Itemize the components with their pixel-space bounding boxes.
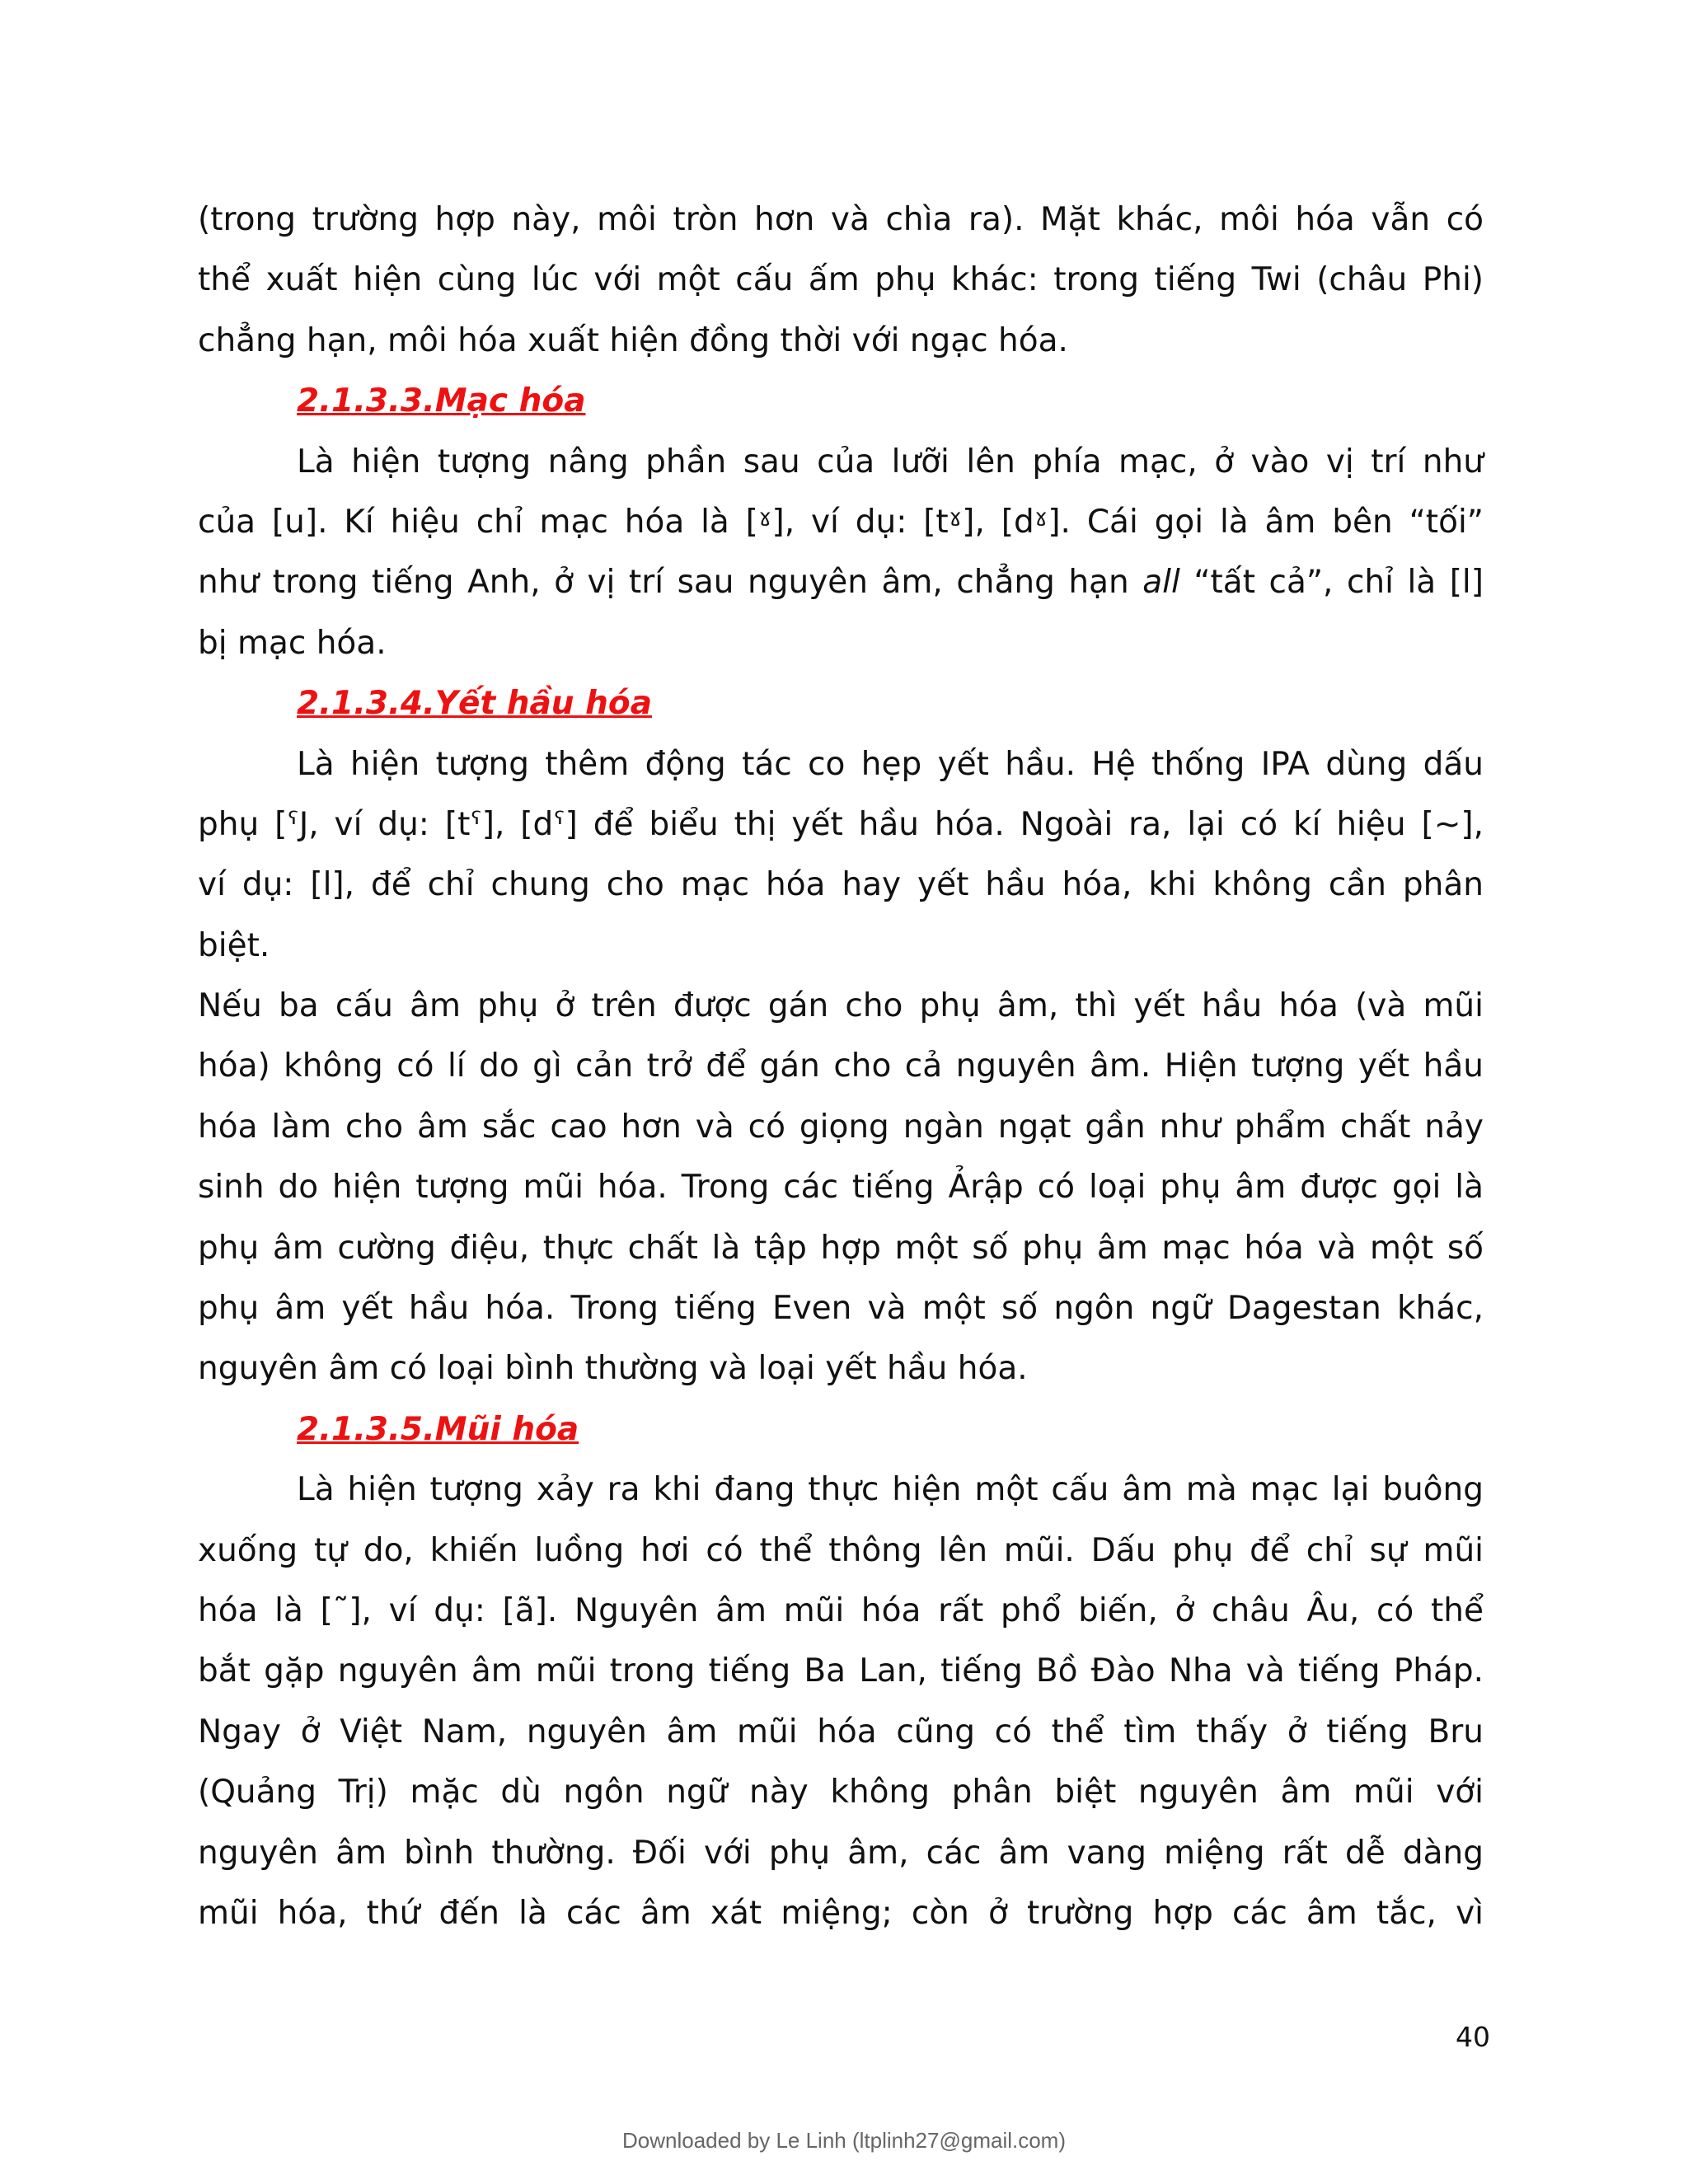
body-line: bị mạc hóa. <box>198 624 387 662</box>
body-line: hóa làm cho âm sắc cao hơn và có giọng ngàn ngạt gần như phẩm chất nảy <box>198 1108 1484 1146</box>
body-line: phụ âm cường điệu, thực chất là tập hợp một số phụ âm mạc hóa và một số <box>198 1229 1484 1267</box>
page-number: 40 <box>1456 2021 1490 2053</box>
body-line: sinh do hiện tượng mũi hóa. Trong các tiếng Ảrập có loại phụ âm được gọi là <box>198 1169 1484 1207</box>
body-line: phụ âm yết hầu hóa. Trong tiếng Even và một số ngôn ngữ Dagestan khác, <box>198 1290 1484 1328</box>
body-line: (Quảng Trị) mặc dù ngôn ngữ này không phân biệt nguyên âm mũi với <box>198 1774 1484 1811</box>
body-line: mũi hóa, thứ đến là các âm xát miệng; còn ở trường hợp các âm tắc, vì <box>198 1894 1484 1932</box>
body-line: ví dụ: [l], để chỉ chung cho mạc hóa hay yết hầu hóa, khi không cần phân <box>198 866 1484 904</box>
body-line: thể xuất hiện cùng lúc với một cấu ấm phụ khác: trong tiếng Twi (châu Phi) <box>198 261 1484 299</box>
body-line: bắt gặp nguyên âm mũi trong tiếng Ba Lan, tiếng Bồ Đào Nha và tiếng Pháp. <box>198 1652 1484 1690</box>
body-line: Là hiện tượng xảy ra khi đang thực hiện một cấu âm mà mạc lại buông <box>297 1471 1484 1509</box>
body-line <box>198 552 1484 612</box>
body-line: chẳng hạn, môi hóa xuất hiện đồng thời với ngạc hóa. <box>198 321 1068 359</box>
body-line: hóa là [˜], ví dụ: [ã]. Nguyên âm mũi hóa rất phổ biến, ở châu Âu, có thể <box>198 1591 1484 1629</box>
body-line: hóa) không có lí do gì cản trở để gán cho cả nguyên âm. Hiện tượng yết hầu <box>198 1047 1484 1085</box>
italic-example-word: all <box>1142 564 1180 602</box>
body-line: biệt. <box>198 926 270 964</box>
body-line: phụ [ˤJ, ví dụ: [tˤ], [dˤ] để biểu thị yết hầu hóa. Ngoài ra, lại có kí hiệu [~], <box>198 805 1484 843</box>
section-heading-yet-hau-hoa: 2.1.3.4.Yết hầu hóa <box>297 685 653 723</box>
body-line: (trong trường hợp này, môi tròn hơn và chìa ra). Mặt khác, môi hóa vẫn có <box>198 201 1484 238</box>
body-line-part: như trong tiếng Anh, ở vị trí sau nguyên âm, chẳng hạn <box>198 564 1129 602</box>
body-line: Là hiện tượng thêm động tác co hẹp yết hầu. Hệ thống IPA dùng dấu <box>297 745 1484 783</box>
body-line: xuống tự do, khiến luồng hơi có thể thông lên mũi. Dấu phụ để chỉ sự mũi <box>198 1531 1484 1569</box>
body-line: Ngay ở Việt Nam, nguyên âm mũi hóa cũng có thể tìm thấy ở tiếng Bru <box>198 1713 1484 1750</box>
body-line: nguyên âm bình thường. Đối với phụ âm, các âm vang miệng rất dễ dàng <box>198 1834 1484 1872</box>
section-heading-mac-hoa: 2.1.3.3.Mạc hóa <box>297 382 586 420</box>
section-heading-mui-hoa: 2.1.3.5.Mũi hóa <box>297 1410 579 1448</box>
page-body <box>198 190 1484 1943</box>
body-line: của [u]. Kí hiệu chỉ mạc hóa là [ˠ], ví dụ: [tˠ], [dˠ]. Cái gọi là âm bên “tối” <box>198 503 1484 541</box>
body-line: Nếu ba cấu âm phụ ở trên được gán cho phụ âm, thì yết hầu hóa (và mũi <box>198 987 1484 1025</box>
body-line: nguyên âm có loại bình thường và loại yết hầu hóa. <box>198 1350 1028 1388</box>
download-footer: Downloaded by Le Linh (ltplinh27@gmail.com) <box>621 2128 1066 2153</box>
body-line-part: “tất cả”, chỉ là [l] <box>1193 564 1484 602</box>
body-line: Là hiện tượng nâng phần sau của lưỡi lên phía mạc, ở vào vị trí như <box>297 443 1484 480</box>
